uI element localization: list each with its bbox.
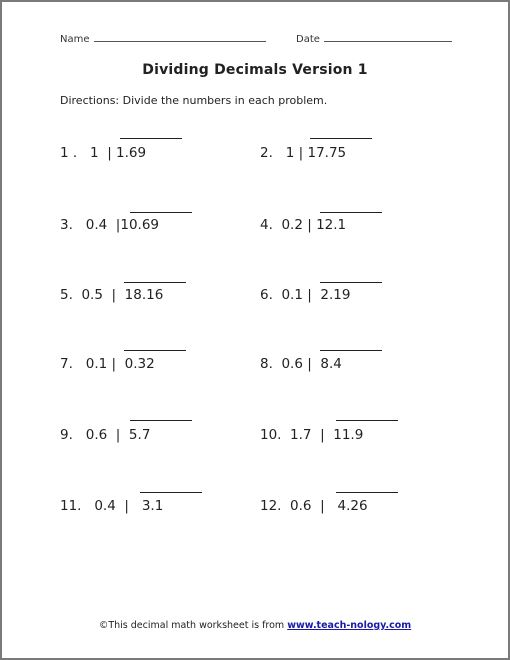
division-bar-9 [130, 420, 192, 421]
footer [2, 620, 508, 631]
problem-1: 1 . 1 | 1.69 [60, 145, 147, 161]
problem-6: 6. 0.1 | 2.19 [260, 287, 351, 303]
name-line [94, 32, 266, 42]
worksheet-title: Dividing Decimals Version 1 [142, 62, 368, 78]
problem-7: 7. 0.1 | 0.32 [60, 356, 155, 372]
problem-9: 9. 0.6 | 5.7 [60, 427, 151, 443]
division-bar-3 [130, 212, 192, 213]
problem-5: 5. 0.5 | 18.16 [60, 287, 164, 303]
name-label: Name [60, 34, 90, 45]
problem-3: 3. 0.4 |10.69 [60, 217, 160, 233]
problem-2: 2. 1 | 17.75 [260, 145, 347, 161]
division-bar-7 [124, 350, 186, 351]
problem-12: 12. 0.6 | 4.26 [260, 498, 368, 514]
division-bar-2 [310, 138, 372, 139]
division-bar-8 [320, 350, 382, 351]
date-label: Date [296, 34, 320, 45]
division-bar-6 [320, 282, 382, 283]
footer-link[interactable]: www.teach-nology.com [287, 620, 412, 631]
division-bar-12 [336, 492, 398, 493]
problem-4: 4. 0.2 | 12.1 [260, 217, 347, 233]
division-bar-5 [124, 282, 186, 283]
date-field [296, 32, 452, 45]
problem-8: 8. 0.6 | 8.4 [260, 356, 342, 372]
division-bar-4 [320, 212, 382, 213]
problem-11: 11. 0.4 | 3.1 [60, 498, 164, 514]
directions-text: Directions: Divide the numbers in each problem. [60, 94, 328, 107]
problem-10: 10. 1.7 | 11.9 [260, 427, 364, 443]
division-bar-1 [120, 138, 182, 139]
division-bar-10 [336, 420, 398, 421]
division-bar-11 [140, 492, 202, 493]
footer-text: ©This decimal math worksheet is from [98, 620, 288, 631]
name-field [60, 32, 266, 45]
worksheet-page [2, 2, 508, 658]
date-line [324, 32, 452, 42]
